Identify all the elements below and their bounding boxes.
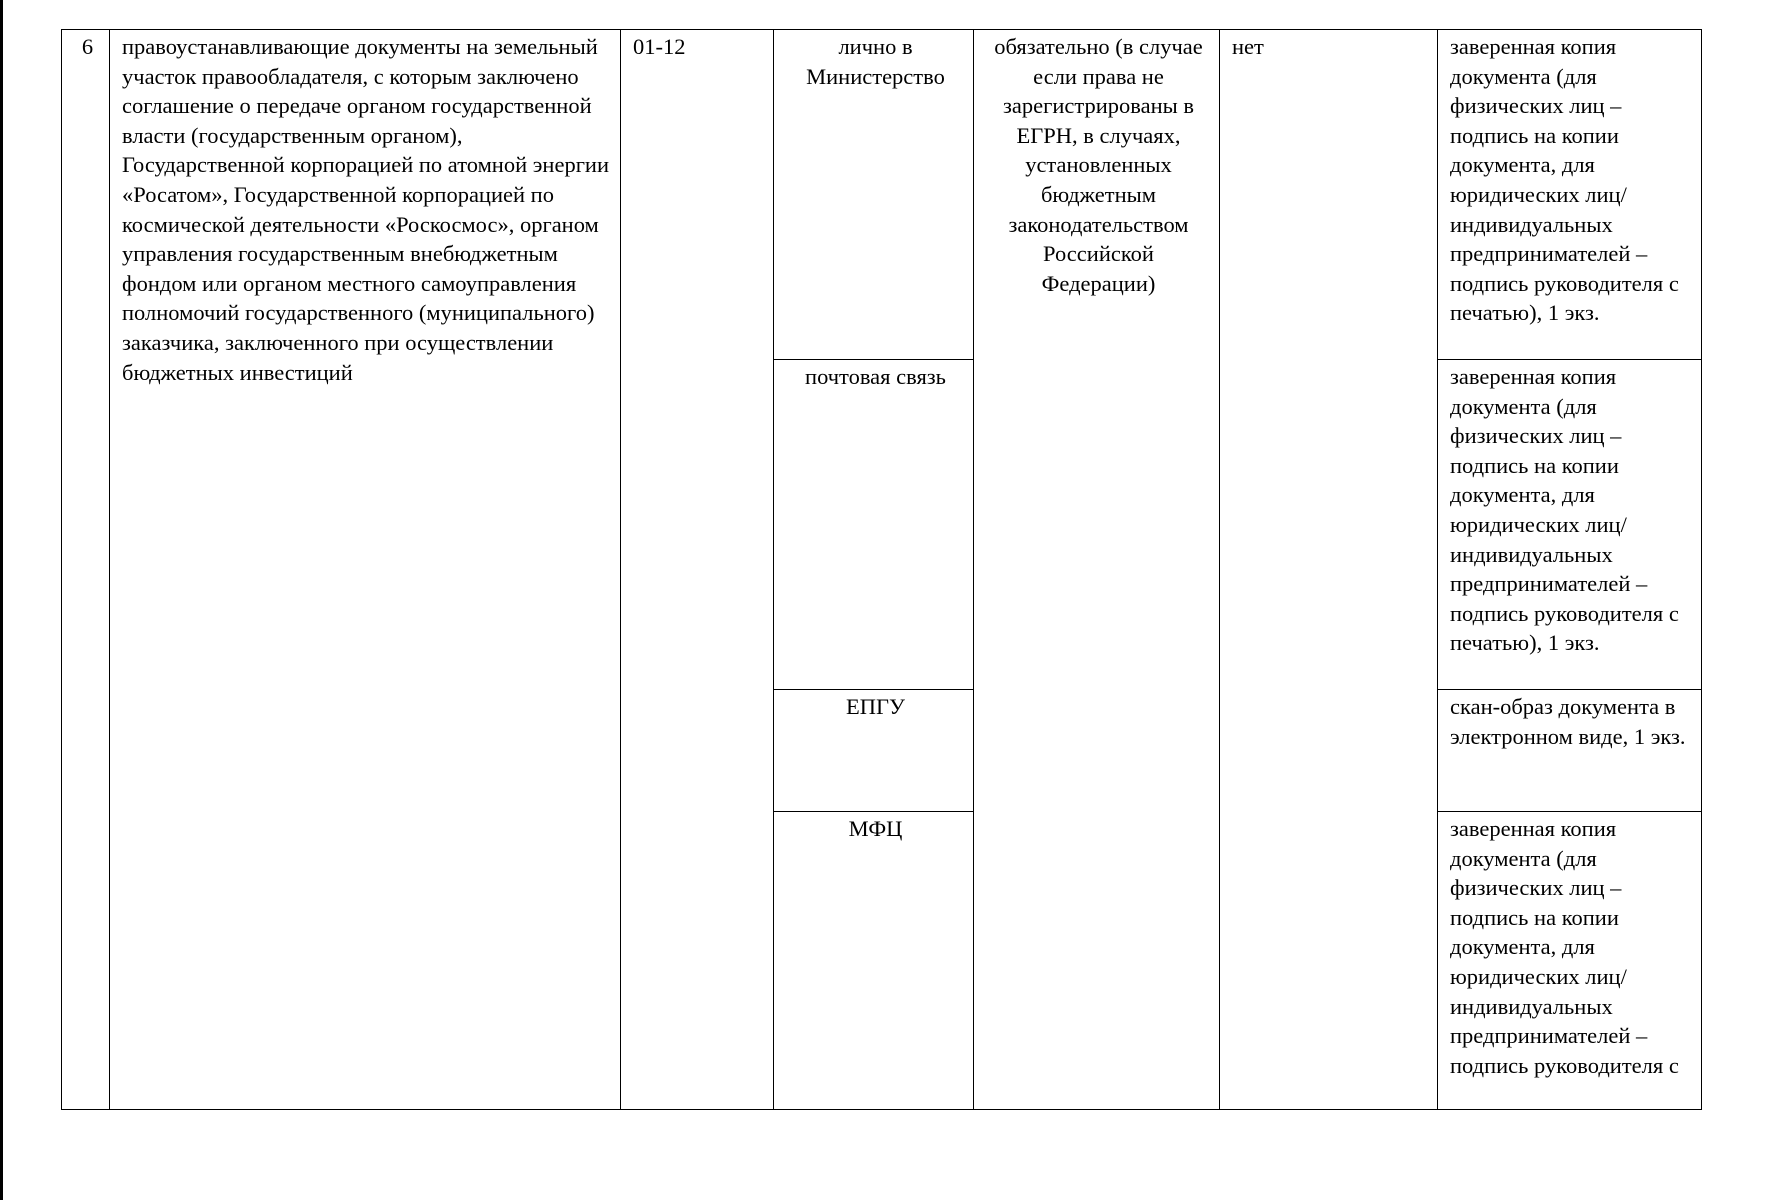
interdepartmental-cell [1220,30,1438,1110]
description-cell [110,30,621,1110]
channel-form-cell [1438,30,1702,360]
channel-form-in-person: заверенная копия документа (для физических лиц – подпись на копии документа, для юридических лиц/индивидуальных предпринимателей – подпись руководителя с печатью), 1 экз. [1450,34,1679,326]
channel-method-cell [774,30,974,360]
channel-form-post: заверенная копия документа (для физических лиц – подпись на копии документа, для юридических лиц/индивидуальных предпринимателей – подпись руководителя с печатью), 1 экз. [1450,364,1679,656]
table-row [62,30,1702,360]
channel-method-cell [774,812,974,1110]
channel-method-post: почтовая связь [805,364,946,389]
channel-form-cell [1438,360,1702,690]
document-description: правоустанавливающие документы на земельный участок правообладателя, с которым заключено соглашение о передаче органом государственной власти (государственным органом), Государственной корпорацией по атомной энергии «Росатом», Государственной корпорацией по космической деятельности «Роскосмос», органом управления государственным внебюджетным фондом или органом местного самоуправления полномочий государственного (муниципального) заказчика, заключенного при осуществлении бюджетных инвестиций [122,34,610,385]
document-table [61,29,1702,1110]
requirement-text: обязательно (в случае если права не зарегистрированы в ЕГРН, в случаях, установленных бюджетным законодательством Российской Федерации) [994,34,1203,296]
requirement-cell [974,30,1220,1110]
document-code: 01-12 [633,34,686,59]
channel-form-mfc: заверенная копия документа (для физических лиц – подпись на копии документа, для юридических лиц/индивидуальных предпринимателей – подпись руководителя с [1450,816,1679,1078]
channel-method-mfc: МФЦ [848,816,903,841]
code-cell [621,30,774,1110]
row-number: 6 [81,34,94,59]
channel-form-cell [1438,812,1702,1110]
channel-method-cell [774,690,974,812]
interdepartmental-value: нет [1232,34,1264,59]
channel-method-epgu: ЕПГУ [846,694,905,719]
channel-method-cell [774,360,974,690]
page-left-border [0,0,3,1200]
channel-form-cell [1438,690,1702,812]
channel-method-in-person: лично в Министерство [806,34,945,89]
row-number-cell [62,30,110,1110]
channel-form-epgu: скан-образ документа в электронном виде, 1 экз. [1450,694,1686,749]
